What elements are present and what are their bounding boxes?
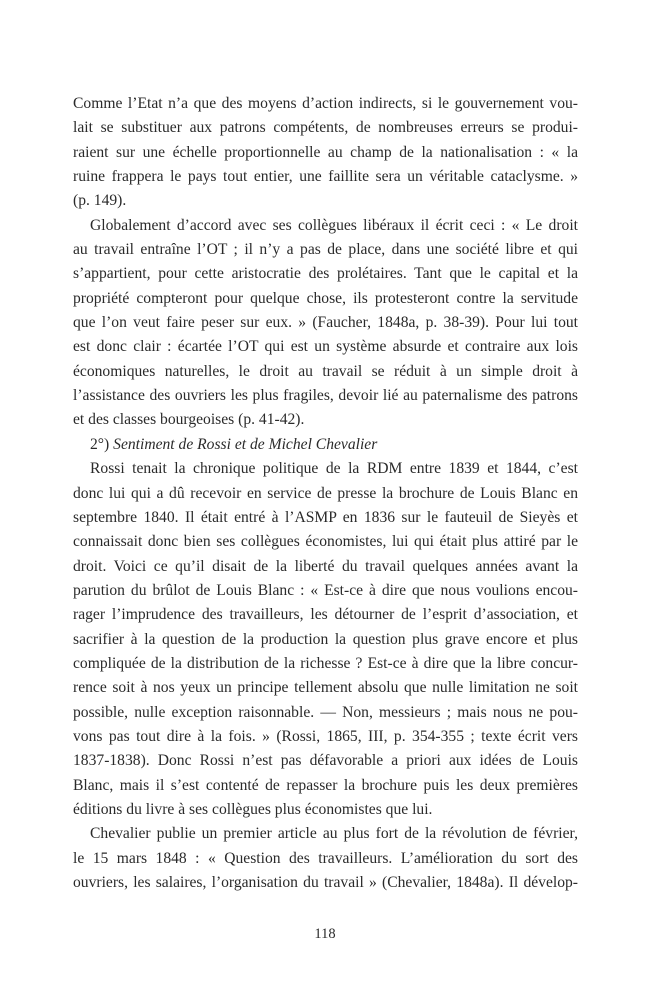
text-line: rager l’imprudence des travailleurs, les détourner de l’esprit d’association, et	[73, 606, 578, 624]
text-line: lait se substituer aux patrons compétents, de nombreuses erreurs se produi-	[73, 119, 578, 137]
paragraph-etat	[73, 92, 578, 214]
text-line: est donc clair : écartée l’OT qui est un système absurde et contraire aux lois	[73, 338, 578, 356]
text-line: Blanc, mais il s’est contenté de repasser la brochure puis les deux premières	[73, 776, 578, 794]
text-line: sacrifier à la question de la production la question plus grave encore et plus	[73, 630, 578, 648]
text-line: ruine frappera le pays tout entier, une faillite sera un véritable cataclysme. »	[73, 168, 578, 186]
text-line: donc lui qui a dû recevoir en service de presse la brochure de Louis Blanc en	[73, 484, 578, 502]
text-line: Chevalier publie un premier article au plus fort de la révolution de février,	[90, 825, 578, 843]
text-line: éditions du livre à ses collègues plus économistes que lui.	[73, 800, 433, 818]
text-line: Rossi tenait la chronique politique de la RDM entre 1839 et 1844, c’est	[90, 460, 578, 478]
paragraph-faucher	[73, 214, 578, 433]
paragraph-chevalier	[73, 822, 578, 895]
text-line: l’assistance des ouvriers les plus fragiles, devoir lié au paternalisme des patrons	[73, 387, 578, 405]
text-line: s’appartient, pour cette aristocratie des prolétaires. Tant que le capital et la	[73, 265, 578, 283]
text-line: vons pas tout dire à la fois. » (Rossi, 1865, III, p. 354-355 ; texte écrit vers	[73, 727, 578, 745]
text-line: 1837-1838). Donc Rossi n’est pas défavorable a priori aux idées de Louis	[73, 752, 578, 770]
text-line: (p. 149).	[73, 192, 127, 210]
text-line: le 15 mars 1848 : « Question des travailleurs. L’amélioration du sort des	[73, 849, 578, 867]
text-line: au travail entraîne l’OT ; il n’y a pas de place, dans une société libre et qui	[73, 241, 578, 259]
text-line: compliquée de la distribution de la richesse ? Est-ce à dire que la libre concur-	[73, 654, 578, 672]
text-line: possible, nulle exception raisonnable. — Non, messieurs ; mais nous ne pou-	[73, 703, 578, 721]
text-line: connaissait donc bien ses collègues économistes, lui qui était plus attiré par le	[73, 533, 578, 551]
page-body	[73, 92, 578, 895]
text-line: droit. Voici ce qu’il disait de la liberté du travail quelques années avant la	[73, 557, 578, 575]
text-line: propriété compteront pour quelque chose, ils protesteront contre la servitude	[73, 289, 578, 307]
text-line: rence soit à nos yeux un principe tellement absolu que nulle limitation ne soit	[73, 679, 578, 697]
text-line: Globalement d’accord avec ses collègues libéraux il écrit ceci : « Le droit	[90, 216, 578, 234]
text-line: que l’on veut faire peser sur eux. » (Faucher, 1848a, p. 38-39). Pour lui tout	[73, 314, 578, 332]
section-heading	[73, 433, 578, 457]
text-line: parution du brûlot de Louis Blanc : « Est-ce à dire que nous voulions encou-	[73, 581, 578, 599]
paragraph-rossi	[73, 457, 578, 822]
text-line: et des classes bourgeoises (p. 41-42).	[73, 411, 305, 429]
section-heading-title: Sentiment de Rossi et de Michel Chevalier	[113, 435, 378, 453]
page-number: 118	[314, 926, 336, 942]
text-line: économiques naturelles, le droit au travail se réduit à un simple droit à	[73, 362, 578, 380]
text-line: raient sur une échelle proportionnelle au champ de la nationalisation : « la	[73, 143, 578, 161]
text-line: ouvriers, les salaires, l’organisation du travail » (Chevalier, 1848a). Il dévelop-	[73, 874, 578, 891]
section-heading-number: 2°)	[90, 435, 110, 453]
text-line: septembre 1840. Il était entré à l’ASMP en 1836 sur le fauteuil de Sieyès et	[73, 508, 578, 526]
text-line: Comme l’Etat n’a que des moyens d’action indirects, si le gouvernement vou-	[73, 95, 578, 112]
